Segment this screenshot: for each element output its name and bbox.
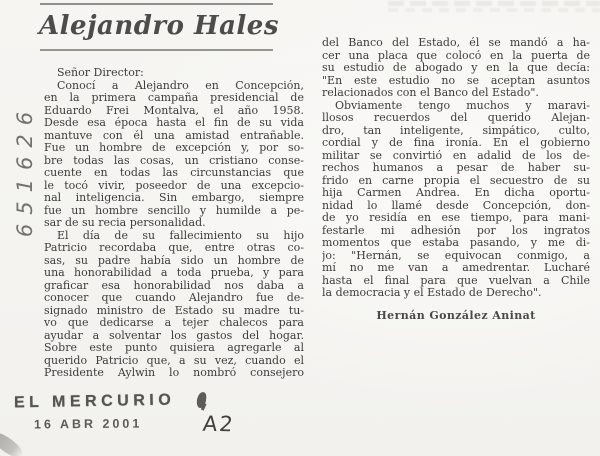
- text-line: de yo residía en ese tiempo, para mani-: [322, 212, 590, 224]
- text-line: ayudar a solventar los gastos del hogar.: [44, 329, 304, 342]
- text-line: cer una placa que colocó en la puerta de: [322, 49, 590, 62]
- text-line: dro, tan inteligente, simpático, culto,: [322, 124, 590, 137]
- archive-stamp-date: 16 ABR 2001: [33, 416, 143, 432]
- text-line: relacionados con el Banco del Estado".: [322, 87, 539, 99]
- text-line: jo: "Hernán, se equivocan conmigo, a: [322, 249, 590, 262]
- text-line: le tocó vivir, poseedor de una excepcio-: [44, 179, 304, 192]
- right-column-lines: [322, 37, 590, 300]
- text-line: Fue un hombre de excepción y, por so-: [44, 142, 304, 154]
- text-line: nal inteligencia. Sin embargo, siempre: [44, 192, 304, 204]
- text-line: bre todas las cosas, un cristiano conse-: [44, 154, 304, 167]
- text-line: cordial y de fina ironía. En el gobierno: [322, 137, 590, 149]
- text-line: mí no me van a amedrentar. Lucharé: [322, 262, 590, 274]
- text-line: signado ministro de Estado su madre tu-: [44, 304, 304, 317]
- text-line: Señor Director:: [57, 67, 144, 79]
- masthead-rule-bottom: [40, 49, 273, 51]
- text-line: la democracia y el Estado de Derecho".: [322, 287, 542, 299]
- text-line: militar se convirtió en adalid de los de-: [322, 149, 590, 162]
- ink-mark-icon: [196, 392, 207, 409]
- masthead-rule-top: [40, 3, 273, 5]
- text-line: en la primera campaña presidencial de: [44, 92, 304, 104]
- corner-smudge: [0, 428, 26, 456]
- article-right-column: [322, 37, 590, 322]
- archive-number-handwriting: 651626: [13, 102, 37, 238]
- text-line: nidad lo llamé desde Concepción, don-: [322, 199, 590, 212]
- ghost-newsprint: [388, 1, 600, 13]
- text-line: hija Carmen Andrea. En dicha oportu-: [322, 187, 590, 199]
- text-line: una honorabilidad a toda prueba, y para: [44, 267, 304, 279]
- text-line: querido Patricio que, a su vez, cuando el: [44, 354, 304, 367]
- article-left-column: [44, 67, 304, 380]
- text-line: cuente en todas las circunstancias que: [44, 167, 304, 179]
- text-line: Desde esa época hasta el fin de su vida: [44, 117, 304, 129]
- text-line: hasta el final para que vuelvan a Chile: [322, 274, 590, 287]
- text-line: festarle mi adhesión por los ingratos: [322, 224, 590, 237]
- page-note-handwriting: A2: [201, 411, 236, 437]
- text-line: llosos recuerdos del querido Alejan-: [322, 112, 590, 124]
- ghost-line: [388, 1, 600, 6]
- text-line: del Banco del Estado, él se mandó a ha-: [322, 37, 590, 49]
- text-line: frido en carne propia el secuestro de su: [322, 174, 590, 187]
- ghost-line: [388, 8, 600, 12]
- text-line: mantuve con él una amistad entrañable.: [44, 129, 304, 142]
- archive-stamp-name: EL MERCURIO: [13, 391, 176, 412]
- text-line: conocer que cuando Alejandro fue de-: [44, 292, 304, 304]
- text-line: momentos que estaba pasando, y me di-: [322, 237, 590, 249]
- article-title: Alejandro Hales: [39, 11, 279, 41]
- text-line: Eduardo Frei Montalva, el año 1958.: [44, 104, 304, 117]
- text-line: Patricio recordaba que, entre otras co-: [44, 242, 304, 254]
- text-line: su estudio de abogado y en la que decía:: [322, 62, 590, 74]
- text-line: graficar esa honorabilidad nos daba a: [44, 279, 304, 292]
- text-line: Presidente Aylwin lo nombró consejero: [44, 367, 304, 379]
- text-line: Sobre este punto quisiera agregarle al: [44, 342, 304, 354]
- text-line: Obviamente tengo muchos y maravi-: [335, 99, 590, 112]
- text-line: El día de su fallecimiento su hijo: [57, 229, 304, 242]
- text-line: sas, su padre había sido un hombre de: [44, 254, 304, 267]
- text-line: vo que dedicarse a tejer chalecos para: [44, 317, 304, 329]
- text-line: Conocí a Alejandro en Concepción,: [57, 79, 304, 92]
- text-line: sar de su recia personalidad.: [44, 217, 206, 229]
- text-line: fue un hombre sencillo y humilde a pe-: [44, 204, 304, 217]
- text-line: rechos humanos a pesar de haber su-: [322, 162, 590, 174]
- article-signature: Hernán González Aninat: [376, 308, 536, 322]
- text-line: "En este estudio no se aceptan asuntos: [322, 74, 590, 87]
